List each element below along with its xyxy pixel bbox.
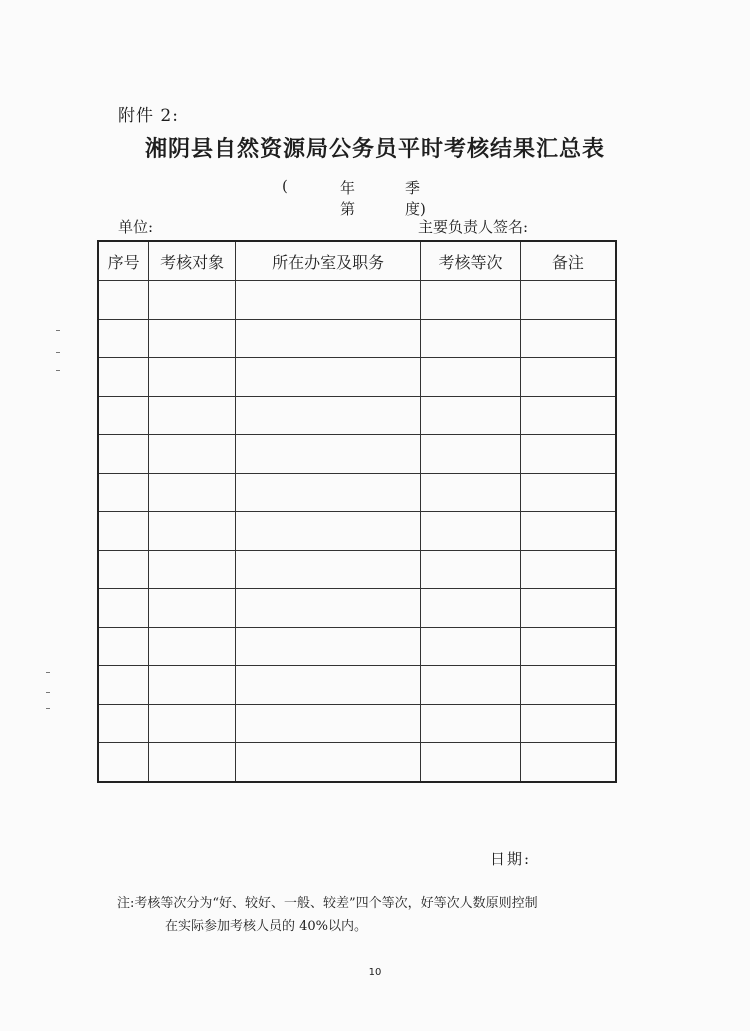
table-cell — [421, 512, 521, 551]
table-row — [98, 589, 616, 628]
table-cell — [421, 550, 521, 589]
table-cell — [98, 281, 149, 320]
table-row — [98, 319, 616, 358]
table-cell — [98, 704, 149, 743]
header-remarks: 备注 — [520, 241, 616, 281]
period-year-text: 年第 — [340, 179, 356, 218]
scan-margin-mark — [56, 370, 60, 371]
table-cell — [98, 358, 149, 397]
table-cell — [149, 512, 236, 551]
table-cell — [149, 396, 236, 435]
table-cell — [98, 589, 149, 628]
header-office-position: 所在办室及职务 — [236, 241, 421, 281]
table-cell — [236, 627, 421, 666]
table-cell — [149, 473, 236, 512]
table-row — [98, 358, 616, 397]
table-body — [98, 281, 616, 782]
table-row — [98, 627, 616, 666]
table-cell — [236, 512, 421, 551]
table-cell — [236, 704, 421, 743]
table-cell — [421, 319, 521, 358]
table-cell — [236, 743, 421, 782]
table-cell — [98, 396, 149, 435]
scan-margin-mark — [46, 672, 50, 673]
table-row — [98, 512, 616, 551]
table-cell — [236, 319, 421, 358]
table-cell — [421, 396, 521, 435]
table-cell — [149, 627, 236, 666]
table-cell — [236, 396, 421, 435]
table-cell — [520, 319, 616, 358]
summary-table — [97, 240, 617, 783]
table-row — [98, 666, 616, 705]
table-cell — [98, 512, 149, 551]
table-cell — [520, 281, 616, 320]
table-cell — [421, 743, 521, 782]
table-cell — [421, 666, 521, 705]
table-row — [98, 473, 616, 512]
table-cell — [520, 627, 616, 666]
table-cell — [98, 319, 149, 358]
table-cell — [98, 435, 149, 474]
attachment-label: 附件 2: — [118, 106, 179, 126]
table-cell — [421, 435, 521, 474]
signer-label: 主要负责人签名: — [418, 218, 529, 236]
table-cell — [149, 589, 236, 628]
table-cell — [520, 396, 616, 435]
table-cell — [149, 281, 236, 320]
table-row — [98, 435, 616, 474]
table-cell — [421, 473, 521, 512]
period-open-paren: ( — [282, 177, 288, 195]
table-row — [98, 743, 616, 782]
table-cell — [421, 704, 521, 743]
table-cell — [421, 627, 521, 666]
table-cell — [149, 435, 236, 474]
table-cell — [236, 435, 421, 474]
scan-margin-mark — [46, 708, 50, 709]
header-grade: 考核等次 — [421, 241, 521, 281]
table-cell — [520, 589, 616, 628]
footnote — [117, 892, 637, 938]
table-cell — [421, 358, 521, 397]
table-cell — [236, 358, 421, 397]
table-header-row — [98, 241, 616, 281]
table-cell — [520, 435, 616, 474]
footnote-line-1: 注:考核等次分为“好、较好、一般、较差”四个等次，好等次人数原则控制 — [117, 896, 538, 911]
table-cell — [98, 743, 149, 782]
table-cell — [421, 281, 521, 320]
table-row — [98, 396, 616, 435]
table-cell — [149, 358, 236, 397]
table-cell — [149, 550, 236, 589]
table-cell — [149, 743, 236, 782]
table-cell — [520, 358, 616, 397]
table-cell — [149, 319, 236, 358]
table-cell — [149, 666, 236, 705]
table-cell — [98, 550, 149, 589]
scan-margin-mark — [56, 330, 60, 331]
table-cell — [520, 473, 616, 512]
table-cell — [520, 743, 616, 782]
table-cell — [236, 550, 421, 589]
date-label: 日期: — [490, 850, 532, 868]
table-cell — [520, 704, 616, 743]
scan-margin-mark — [56, 352, 60, 353]
table-cell — [98, 473, 149, 512]
table-cell — [520, 550, 616, 589]
table-cell — [236, 473, 421, 512]
header-assessee: 考核对象 — [149, 241, 236, 281]
period-quarter-text: 季度) — [405, 179, 426, 218]
table-cell — [520, 666, 616, 705]
table-row — [98, 704, 616, 743]
table-cell — [520, 512, 616, 551]
table-cell — [236, 589, 421, 628]
table-cell — [421, 589, 521, 628]
table-cell — [236, 666, 421, 705]
header-serial-number: 序号 — [98, 241, 149, 281]
table-cell — [98, 627, 149, 666]
table-cell — [149, 704, 236, 743]
unit-label: 单位: — [118, 218, 154, 236]
table-row — [98, 281, 616, 320]
table-cell — [98, 666, 149, 705]
document-title: 湘阴县自然资源局公务员平时考核结果汇总表 — [144, 136, 605, 162]
scan-margin-mark — [46, 692, 50, 693]
table-row — [98, 550, 616, 589]
footnote-line-2: 在实际参加考核人员的 40%以内。 — [165, 919, 368, 934]
table-cell — [236, 281, 421, 320]
page-number: 10 — [368, 967, 382, 978]
